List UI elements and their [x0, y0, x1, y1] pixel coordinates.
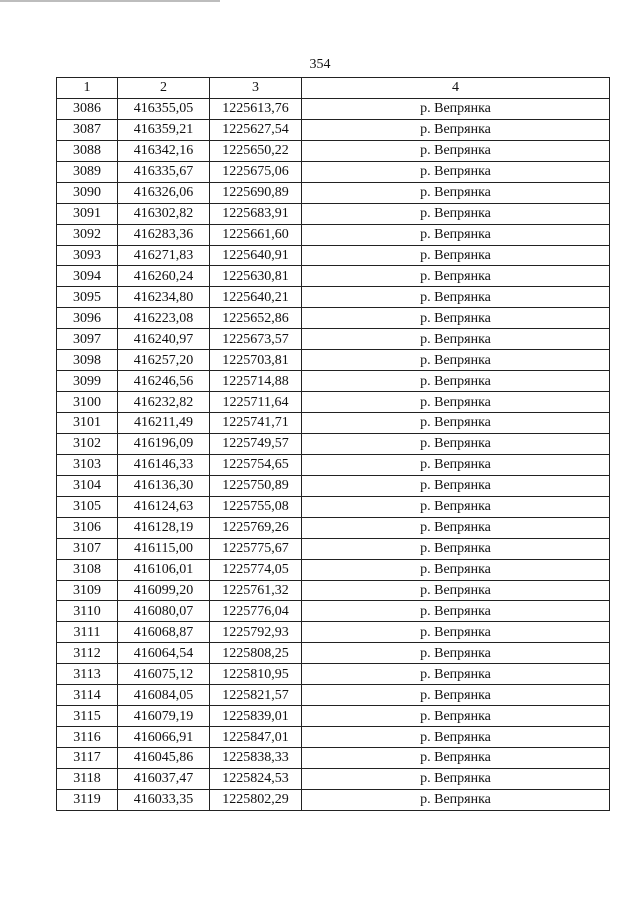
table-row [57, 308, 610, 329]
point-number-cell: 3092 [57, 224, 118, 245]
point-number-cell: 3116 [57, 727, 118, 748]
description-cell: р. Вепрянка [302, 413, 610, 434]
column-header-4: 4 [302, 78, 610, 99]
description-cell: р. Вепрянка [302, 454, 610, 475]
table-row [57, 245, 610, 266]
x-coordinate-cell: 416257,20 [118, 350, 210, 371]
description-cell: р. Вепрянка [302, 748, 610, 769]
x-coordinate-cell: 416124,63 [118, 496, 210, 517]
table-row [57, 266, 610, 287]
y-coordinate-cell: 1225847,01 [210, 727, 302, 748]
table-row [57, 98, 610, 119]
x-coordinate-cell: 416136,30 [118, 475, 210, 496]
y-coordinate-cell: 1225650,22 [210, 140, 302, 161]
point-number-cell: 3110 [57, 601, 118, 622]
point-number-cell: 3100 [57, 392, 118, 413]
x-coordinate-cell: 416146,33 [118, 454, 210, 475]
description-cell: р. Вепрянка [302, 559, 610, 580]
table-row [57, 182, 610, 203]
point-number-cell: 3117 [57, 748, 118, 769]
y-coordinate-cell: 1225808,25 [210, 643, 302, 664]
description-cell: р. Вепрянка [302, 308, 610, 329]
x-coordinate-cell: 416355,05 [118, 98, 210, 119]
table-row [57, 392, 610, 413]
description-cell: р. Вепрянка [302, 685, 610, 706]
point-number-cell: 3091 [57, 203, 118, 224]
y-coordinate-cell: 1225802,29 [210, 789, 302, 810]
x-coordinate-cell: 416260,24 [118, 266, 210, 287]
table-row [57, 538, 610, 559]
point-number-cell: 3094 [57, 266, 118, 287]
point-number-cell: 3108 [57, 559, 118, 580]
point-number-cell: 3086 [57, 98, 118, 119]
point-number-cell: 3113 [57, 664, 118, 685]
description-cell: р. Вепрянка [302, 475, 610, 496]
description-cell: р. Вепрянка [302, 266, 610, 287]
x-coordinate-cell: 416211,49 [118, 413, 210, 434]
table-body [57, 98, 610, 810]
table-row [57, 119, 610, 140]
y-coordinate-cell: 1225838,33 [210, 748, 302, 769]
y-coordinate-cell: 1225750,89 [210, 475, 302, 496]
table-row [57, 727, 610, 748]
table-row [57, 768, 610, 789]
y-coordinate-cell: 1225824,53 [210, 768, 302, 789]
coordinates-table [56, 77, 610, 811]
x-coordinate-cell: 416037,47 [118, 768, 210, 789]
x-coordinate-cell: 416064,54 [118, 643, 210, 664]
y-coordinate-cell: 1225776,04 [210, 601, 302, 622]
point-number-cell: 3106 [57, 517, 118, 538]
description-cell: р. Вепрянка [302, 119, 610, 140]
x-coordinate-cell: 416232,82 [118, 392, 210, 413]
table-row [57, 433, 610, 454]
point-number-cell: 3090 [57, 182, 118, 203]
description-cell: р. Вепрянка [302, 768, 610, 789]
y-coordinate-cell: 1225792,93 [210, 622, 302, 643]
x-coordinate-cell: 416335,67 [118, 161, 210, 182]
table-row [57, 664, 610, 685]
table-row [57, 329, 610, 350]
x-coordinate-cell: 416246,56 [118, 371, 210, 392]
x-coordinate-cell: 416080,07 [118, 601, 210, 622]
x-coordinate-cell: 416342,16 [118, 140, 210, 161]
table-header-row [57, 78, 610, 99]
y-coordinate-cell: 1225821,57 [210, 685, 302, 706]
point-number-cell: 3115 [57, 706, 118, 727]
y-coordinate-cell: 1225661,60 [210, 224, 302, 245]
table-row [57, 559, 610, 580]
y-coordinate-cell: 1225755,08 [210, 496, 302, 517]
description-cell: р. Вепрянка [302, 98, 610, 119]
description-cell: р. Вепрянка [302, 245, 610, 266]
description-cell: р. Вепрянка [302, 727, 610, 748]
x-coordinate-cell: 416084,05 [118, 685, 210, 706]
point-number-cell: 3087 [57, 119, 118, 140]
table-row [57, 496, 610, 517]
description-cell: р. Вепрянка [302, 496, 610, 517]
y-coordinate-cell: 1225839,01 [210, 706, 302, 727]
description-cell: р. Вепрянка [302, 182, 610, 203]
x-coordinate-cell: 416223,08 [118, 308, 210, 329]
y-coordinate-cell: 1225749,57 [210, 433, 302, 454]
y-coordinate-cell: 1225714,88 [210, 371, 302, 392]
description-cell: р. Вепрянка [302, 329, 610, 350]
description-cell: р. Вепрянка [302, 538, 610, 559]
y-coordinate-cell: 1225711,64 [210, 392, 302, 413]
y-coordinate-cell: 1225627,54 [210, 119, 302, 140]
table-row [57, 287, 610, 308]
y-coordinate-cell: 1225754,65 [210, 454, 302, 475]
description-cell: р. Вепрянка [302, 392, 610, 413]
point-number-cell: 3114 [57, 685, 118, 706]
y-coordinate-cell: 1225652,86 [210, 308, 302, 329]
y-coordinate-cell: 1225683,91 [210, 203, 302, 224]
description-cell: р. Вепрянка [302, 161, 610, 182]
description-cell: р. Вепрянка [302, 433, 610, 454]
point-number-cell: 3088 [57, 140, 118, 161]
point-number-cell: 3112 [57, 643, 118, 664]
description-cell: р. Вепрянка [302, 224, 610, 245]
description-cell: р. Вепрянка [302, 643, 610, 664]
column-header-1: 1 [57, 78, 118, 99]
x-coordinate-cell: 416106,01 [118, 559, 210, 580]
point-number-cell: 3097 [57, 329, 118, 350]
point-number-cell: 3098 [57, 350, 118, 371]
y-coordinate-cell: 1225810,95 [210, 664, 302, 685]
column-header-2: 2 [118, 78, 210, 99]
table-row [57, 789, 610, 810]
table-row [57, 685, 610, 706]
point-number-cell: 3105 [57, 496, 118, 517]
table-row [57, 706, 610, 727]
x-coordinate-cell: 416359,21 [118, 119, 210, 140]
table-row [57, 140, 610, 161]
point-number-cell: 3096 [57, 308, 118, 329]
x-coordinate-cell: 416079,19 [118, 706, 210, 727]
description-cell: р. Вепрянка [302, 287, 610, 308]
point-number-cell: 3119 [57, 789, 118, 810]
table-row [57, 475, 610, 496]
point-number-cell: 3109 [57, 580, 118, 601]
description-cell: р. Вепрянка [302, 371, 610, 392]
x-coordinate-cell: 416045,86 [118, 748, 210, 769]
table-row [57, 413, 610, 434]
y-coordinate-cell: 1225741,71 [210, 413, 302, 434]
x-coordinate-cell: 416075,12 [118, 664, 210, 685]
y-coordinate-cell: 1225675,06 [210, 161, 302, 182]
x-coordinate-cell: 416234,80 [118, 287, 210, 308]
point-number-cell: 3111 [57, 622, 118, 643]
x-coordinate-cell: 416066,91 [118, 727, 210, 748]
point-number-cell: 3101 [57, 413, 118, 434]
point-number-cell: 3104 [57, 475, 118, 496]
table-row [57, 161, 610, 182]
x-coordinate-cell: 416068,87 [118, 622, 210, 643]
x-coordinate-cell: 416128,19 [118, 517, 210, 538]
y-coordinate-cell: 1225761,32 [210, 580, 302, 601]
scan-artifact-line [0, 0, 220, 2]
x-coordinate-cell: 416326,06 [118, 182, 210, 203]
description-cell: р. Вепрянка [302, 664, 610, 685]
y-coordinate-cell: 1225613,76 [210, 98, 302, 119]
x-coordinate-cell: 416099,20 [118, 580, 210, 601]
table-row [57, 371, 610, 392]
y-coordinate-cell: 1225690,89 [210, 182, 302, 203]
point-number-cell: 3089 [57, 161, 118, 182]
description-cell: р. Вепрянка [302, 622, 610, 643]
y-coordinate-cell: 1225630,81 [210, 266, 302, 287]
y-coordinate-cell: 1225769,26 [210, 517, 302, 538]
y-coordinate-cell: 1225640,21 [210, 287, 302, 308]
table-row [57, 601, 610, 622]
description-cell: р. Вепрянка [302, 350, 610, 371]
table-row [57, 454, 610, 475]
point-number-cell: 3103 [57, 454, 118, 475]
description-cell: р. Вепрянка [302, 706, 610, 727]
description-cell: р. Вепрянка [302, 517, 610, 538]
table-row [57, 350, 610, 371]
point-number-cell: 3118 [57, 768, 118, 789]
description-cell: р. Вепрянка [302, 140, 610, 161]
y-coordinate-cell: 1225775,67 [210, 538, 302, 559]
point-number-cell: 3102 [57, 433, 118, 454]
column-header-3: 3 [210, 78, 302, 99]
x-coordinate-cell: 416115,00 [118, 538, 210, 559]
page-number: 354 [309, 57, 331, 72]
y-coordinate-cell: 1225703,81 [210, 350, 302, 371]
x-coordinate-cell: 416302,82 [118, 203, 210, 224]
table-row [57, 622, 610, 643]
table-row [57, 203, 610, 224]
description-cell: р. Вепрянка [302, 203, 610, 224]
description-cell: р. Вепрянка [302, 789, 610, 810]
x-coordinate-cell: 416196,09 [118, 433, 210, 454]
x-coordinate-cell: 416240,97 [118, 329, 210, 350]
description-cell: р. Вепрянка [302, 601, 610, 622]
description-cell: р. Вепрянка [302, 580, 610, 601]
point-number-cell: 3107 [57, 538, 118, 559]
table-row [57, 224, 610, 245]
x-coordinate-cell: 416033,35 [118, 789, 210, 810]
y-coordinate-cell: 1225774,05 [210, 559, 302, 580]
x-coordinate-cell: 416271,83 [118, 245, 210, 266]
point-number-cell: 3099 [57, 371, 118, 392]
table-row [57, 643, 610, 664]
table-row [57, 517, 610, 538]
table-row [57, 748, 610, 769]
x-coordinate-cell: 416283,36 [118, 224, 210, 245]
point-number-cell: 3095 [57, 287, 118, 308]
y-coordinate-cell: 1225673,57 [210, 329, 302, 350]
table-row [57, 580, 610, 601]
y-coordinate-cell: 1225640,91 [210, 245, 302, 266]
point-number-cell: 3093 [57, 245, 118, 266]
